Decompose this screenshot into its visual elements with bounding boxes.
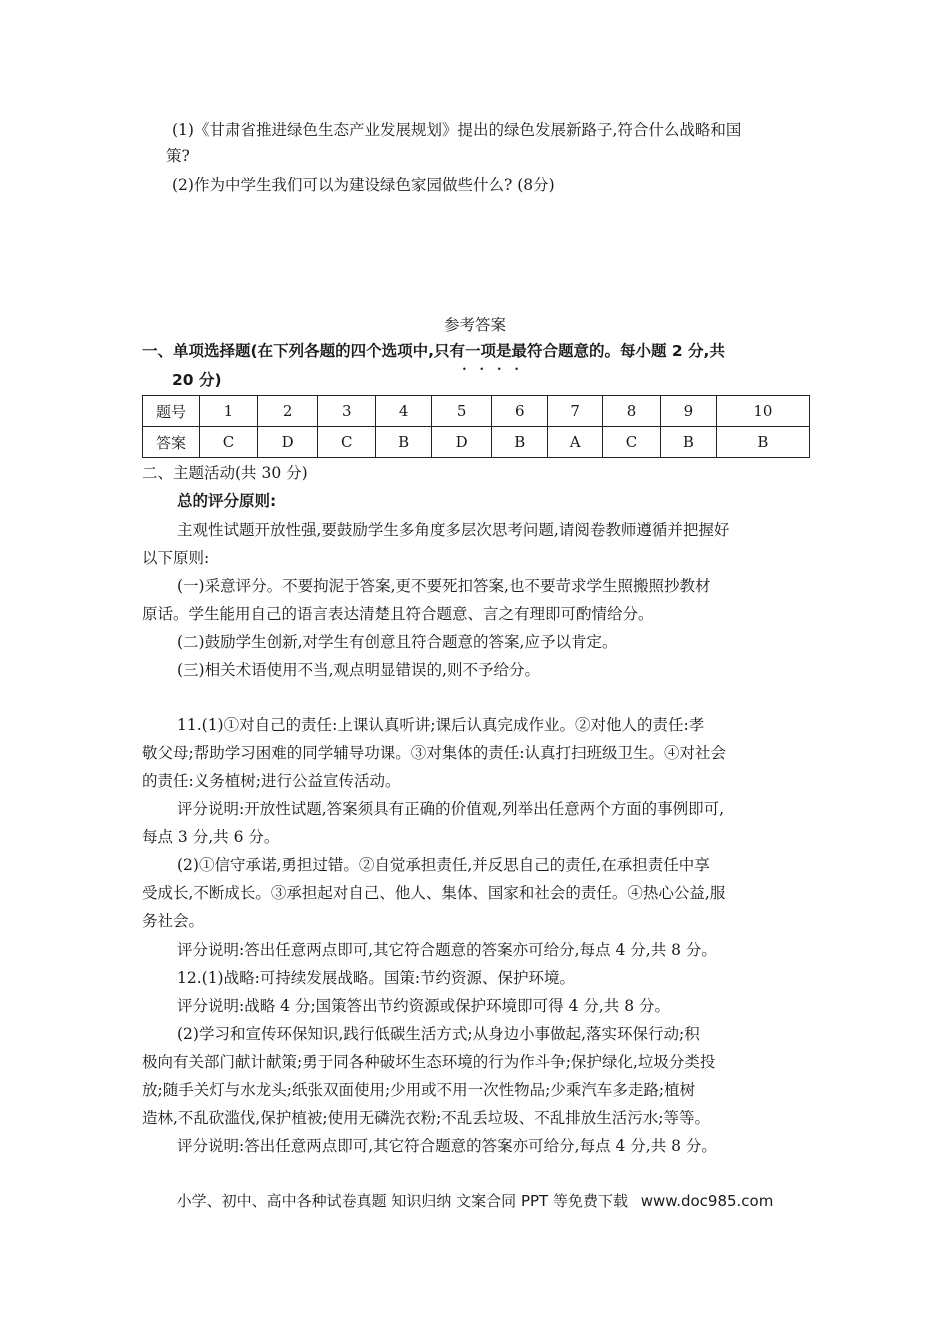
answer-key-title: 参考答案 — [443, 316, 506, 334]
table-cell: C — [603, 427, 661, 458]
table-cell: 10 — [716, 396, 809, 427]
answer-11-1-line-1: 11.(1)①对自己的责任:上课认真听讲;课后认真完成作业。②对他人的责任:孝 — [177, 716, 705, 734]
table-cell: B — [376, 427, 432, 458]
answer-11-1-note-line-1: 评分说明:开放性试题,答案须具有正确的价值观,列举出任意两个方面的事例即可, — [177, 800, 725, 818]
section-2-heading: 二、主题活动(共 30 分) — [142, 464, 308, 482]
footer — [0, 1190, 950, 1211]
answer-11-1-line-2: 敬父母;帮助学习困难的同学辅导功课。③对集体的责任:认真打扫班级卫生。④对社会 — [142, 744, 726, 762]
row-label-number: 题号 — [143, 396, 200, 427]
table-cell: A — [548, 427, 603, 458]
answer-11-2-line-3: 务社会。 — [142, 912, 205, 930]
principle-1-line-2: 原话。学生能用自己的语言表达清楚且符合题意、言之有理即可酌情给分。 — [142, 605, 654, 623]
table-cell: 8 — [603, 396, 661, 427]
footer-url[interactable]: www.doc985.com — [640, 1192, 774, 1210]
table-cell: C — [318, 427, 376, 458]
table-cell: 5 — [431, 396, 491, 427]
table-cell: 7 — [548, 396, 603, 427]
table-row — [143, 396, 810, 427]
answer-12-1: 12.(1)战略:可持续发展战略。国策:节约资源、保护环境。 — [177, 969, 576, 987]
section-1-heading-line-1: 一、单项选择题(在下列各题的四个选项中,只有一项是最符合题意的。每小题 2 分,共 — [142, 342, 725, 360]
answer-12-2-line-2: 极向有关部门献计献策;勇于同各种破坏生态环境的行为作斗争;保护绿化,垃圾分类投 — [142, 1053, 716, 1071]
table-cell: C — [200, 427, 258, 458]
table-cell: 1 — [200, 396, 258, 427]
question-1-line-2: 策? — [166, 147, 190, 165]
answer-11-2-note: 评分说明:答出任意两点即可,其它符合题意的答案亦可给分,每点 4 分,共 8 分。 — [177, 941, 717, 959]
answer-12-2-line-1: (2)学习和宣传环保知识,践行低碳生活方式;从身边小事做起,落实环保行动;积 — [177, 1025, 700, 1043]
principle-1-line-1: (一)采意评分。不要拘泥于答案,更不要死扣答案,也不要苛求学生照搬照抄教材 — [177, 577, 711, 595]
principles-intro-line-2: 以下原则: — [142, 549, 210, 567]
row-label-answer: 答案 — [143, 427, 200, 458]
table-cell: 3 — [318, 396, 376, 427]
section-1-heading-line-2: 20 分) — [172, 371, 222, 389]
principle-3: (三)相关术语使用不当,观点明显错误的,则不予给分。 — [177, 661, 540, 679]
principle-2: (二)鼓励学生创新,对学生有创意且符合题意的答案,应予以肯定。 — [177, 633, 618, 651]
emphasis-dots: • • • • — [462, 365, 520, 374]
table-row — [143, 427, 810, 458]
table-cell: B — [660, 427, 716, 458]
table-cell: D — [257, 427, 317, 458]
answer-12-2-line-3: 放;随手关灯与水龙头;纸张双面使用;少用或不用一次性物品;少乘汽车多走路;植树 — [142, 1081, 696, 1099]
footer-text: 小学、初中、高中各种试卷真题 知识归纳 文案合同 PPT 等免费下载 — [176, 1192, 628, 1210]
table-cell: 4 — [376, 396, 432, 427]
answer-11-1-note-line-2: 每点 3 分,共 6 分。 — [142, 828, 280, 846]
answer-11-2-line-2: 受成长,不断成长。③承担起对自己、他人、集体、国家和社会的责任。④热心公益,服 — [142, 884, 726, 902]
table-cell: B — [716, 427, 809, 458]
answer-table — [142, 395, 810, 458]
answer-11-2-line-1: (2)①信守承诺,勇担过错。②自觉承担责任,并反思自己的责任,在承担责任中享 — [177, 856, 710, 874]
table-cell: D — [431, 427, 491, 458]
answer-12-1-note: 评分说明:战略 4 分;国策答出节约资源或保护环境即可得 4 分,共 8 分。 — [177, 997, 671, 1015]
answer-11-1-line-3: 的责任:义务植树;进行公益宣传活动。 — [142, 772, 401, 790]
question-1-line-1: (1)《甘肃省推进绿色生态产业发展规划》提出的绿色发展新路子,符合什么战略和国 — [172, 121, 742, 139]
principles-intro-line-1: 主观性试题开放性强,要鼓励学生多角度多层次思考问题,请阅卷教师遵循并把握好 — [177, 521, 730, 539]
answer-12-2-line-4: 造林,不乱砍滥伐,保护植被;使用无磷洗衣粉;不乱丢垃圾、不乱排放生活污水;等等。 — [142, 1109, 711, 1127]
table-cell: 9 — [660, 396, 716, 427]
table-cell: 2 — [257, 396, 317, 427]
table-cell: B — [492, 427, 548, 458]
table-cell: 6 — [492, 396, 548, 427]
answer-12-2-note: 评分说明:答出任意两点即可,其它符合题意的答案亦可给分,每点 4 分,共 8 分。 — [177, 1137, 717, 1155]
principles-title: 总的评分原则: — [177, 492, 277, 510]
question-2: (2)作为中学生我们可以为建设绿色家园做些什么? (8分) — [172, 176, 555, 194]
